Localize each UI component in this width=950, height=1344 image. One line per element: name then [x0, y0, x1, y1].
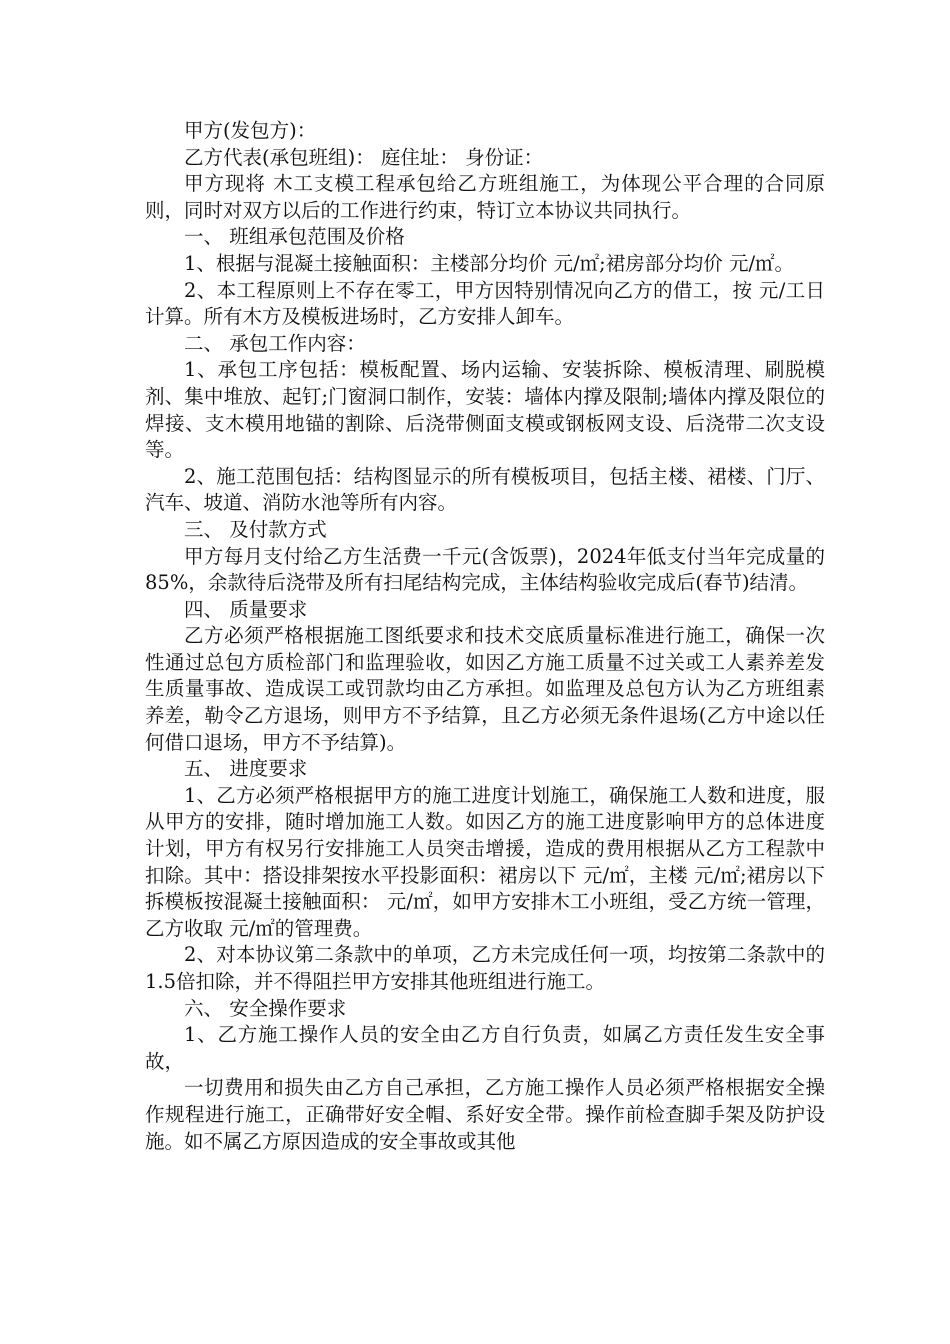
clause-5-1: 1、乙方必须严格根据甲方的施工进度计划施工，确保施工人数和进度，服从甲方的安排，随时增加施工人数。如因乙方的施工进度影响甲方的总体进度计划，甲方有权另行安排施工人员突击增援，造成的费用根据从乙方工程款中扣除。其中：搭设排架按水平投影面积：裙房以下 元/㎡，主楼 元/㎡;裙房以下拆模板按混凝土接触面积： 元/㎡，如甲方安排木工小班组，受乙方统一管理，乙方收取 元/㎡的管理费。 — [145, 783, 825, 940]
party-b-line: 乙方代表(承包班组)： 庭住址： 身份证： — [184, 145, 544, 169]
payment-paragraph: 甲方每月支付给乙方生活费一千元(含饭票)，2024年低支付当年完成量的85%，余款待后浇带及所有扫尾结构完成，主体结构验收完成后(春节)结清。 — [145, 544, 825, 595]
party-a-line: 甲方(发包方)： — [184, 119, 317, 142]
section-heading-2: 二、 承包工作内容： — [184, 331, 366, 355]
intro-paragraph: 甲方现将 木工支模工程承包给乙方班组施工，为体现公平合理的合同原则，同时对双方以后的工作进行约束，特订立本协议共同执行。 — [145, 172, 825, 222]
clause-1-2: 2、本工程原则上不存在零工，甲方因特别情况向乙方的借工，按 元/工日计算。所有木方及模板进场时，乙方安排人卸车。 — [145, 278, 825, 329]
clause-2-2: 2、施工范围包括：结构图显示的所有模板项目，包括主楼、裙楼、门厅、汽车、坡道、消防水池等所有内容。 — [145, 464, 825, 515]
section-heading-6: 六、 安全操作要求 — [184, 996, 347, 1020]
section-heading-5: 五、 进度要求 — [184, 757, 308, 781]
section-heading-1: 一、 班组承包范围及价格 — [184, 225, 405, 249]
section-heading-4: 四、 质量要求 — [184, 597, 308, 621]
clause-2-1: 1、承包工序包括：模板配置、场内运输、安装拆除、模板清理、刷脱模剂、集中堆放、起钉;门窗洞口制作，安装：墙体内撑及限制;墙体内撑及限位的焊接、支木模用地锚的割除、后浇带侧面支模或钢板网支设、后浇带二次支设等。 — [145, 358, 825, 462]
document-body — [145, 118, 825, 1155]
clause-1-1: 1、根据与混凝土接触面积：主楼部分均价 元/㎡;裙房部分均价 元/㎡。 — [184, 251, 795, 275]
section-heading-3: 三、 及付款方式 — [184, 517, 327, 541]
clause-6-1: 1、乙方施工操作人员的安全由乙方自行负责，如属乙方责任发生安全事故， — [145, 1023, 825, 1073]
quality-paragraph: 乙方必须严格根据施工图纸要求和技术交底质量标准进行施工，确保一次性通过总包方质检部门和监理验收，如因乙方施工质量不过关或工人素养差发生质量事故、造成误工或罚款均由乙方承担。如监理及总包方认为乙方班组素养差，勒令乙方退场，则甲方不予结算，且乙方必须无条件退场(乙方中途以任何借口退场，甲方不予结算)。 — [145, 624, 825, 754]
clause-5-2: 2、对本协议第二条款中的单项，乙方未完成任何一项，均按第二条款中的1.5倍扣除，并不得阻拦甲方安排其他班组进行施工。 — [145, 943, 825, 993]
clause-6-1-continued: 一切费用和损失由乙方自己承担，乙方施工操作人员必须严格根据安全操作规程进行施工，正确带好安全帽、系好安全带。操作前检查脚手架及防护设施。如不属乙方原因造成的安全事故或其他 — [145, 1076, 825, 1153]
